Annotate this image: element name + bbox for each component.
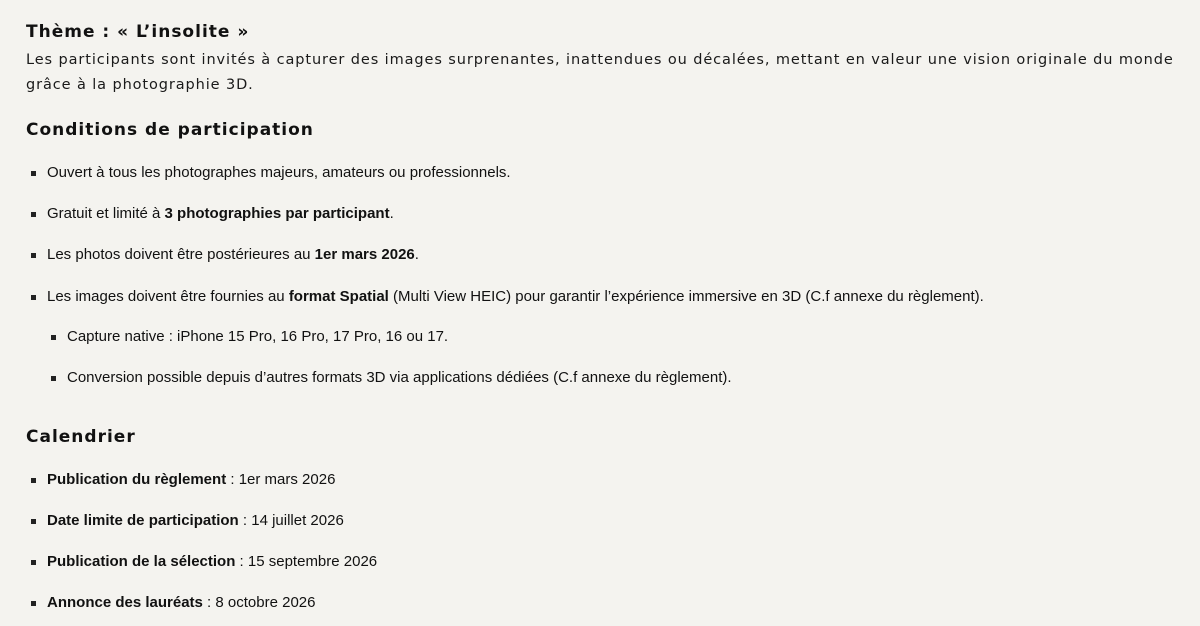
sub-list-item: Capture native : iPhone 15 Pro, 16 Pro, 17 Pro, 16 ou 17. (67, 327, 448, 347)
square-bullet-icon (31, 295, 36, 300)
theme-description: Les participants sont invités à capturer des images surprenantes, inattendues ou décalées, mettant en valeur une vision originale du monde grâce à la photographie 3D. (26, 52, 1174, 93)
square-bullet-icon (31, 519, 36, 524)
list-item: Les photos doivent être postérieures au 1er mars 2026. (47, 245, 419, 265)
conditions-heading: Conditions de participation (26, 120, 314, 140)
calendar-item: Publication de la sélection : 15 septembre 2026 (47, 552, 377, 572)
square-bullet-icon (51, 376, 56, 381)
square-bullet-icon (31, 478, 36, 483)
list-item: Les images doivent être fournies au format Spatial (Multi View HEIC) pour garantir l’expérience immersive en 3D (C.f annexe du règlement). (47, 287, 984, 307)
square-bullet-icon (31, 171, 36, 176)
theme-heading: Thème : « L’insolite » (26, 22, 250, 42)
calendar-heading: Calendrier (26, 427, 136, 447)
list-item: Ouvert à tous les photographes majeurs, amateurs ou professionnels. (47, 163, 511, 183)
square-bullet-icon (31, 253, 36, 258)
list-item: Gratuit et limité à 3 photographies par participant. (47, 204, 394, 224)
square-bullet-icon (31, 601, 36, 606)
sub-list-item: Conversion possible depuis d’autres formats 3D via applications dédiées (C.f annexe du règlement). (67, 368, 732, 388)
calendar-item: Date limite de participation : 14 juillet 2026 (47, 511, 344, 531)
square-bullet-icon (31, 212, 36, 217)
calendar-item: Publication du règlement : 1er mars 2026 (47, 470, 335, 490)
calendar-item: Annonce des lauréats : 8 octobre 2026 (47, 593, 315, 613)
square-bullet-icon (31, 560, 36, 565)
square-bullet-icon (51, 335, 56, 340)
